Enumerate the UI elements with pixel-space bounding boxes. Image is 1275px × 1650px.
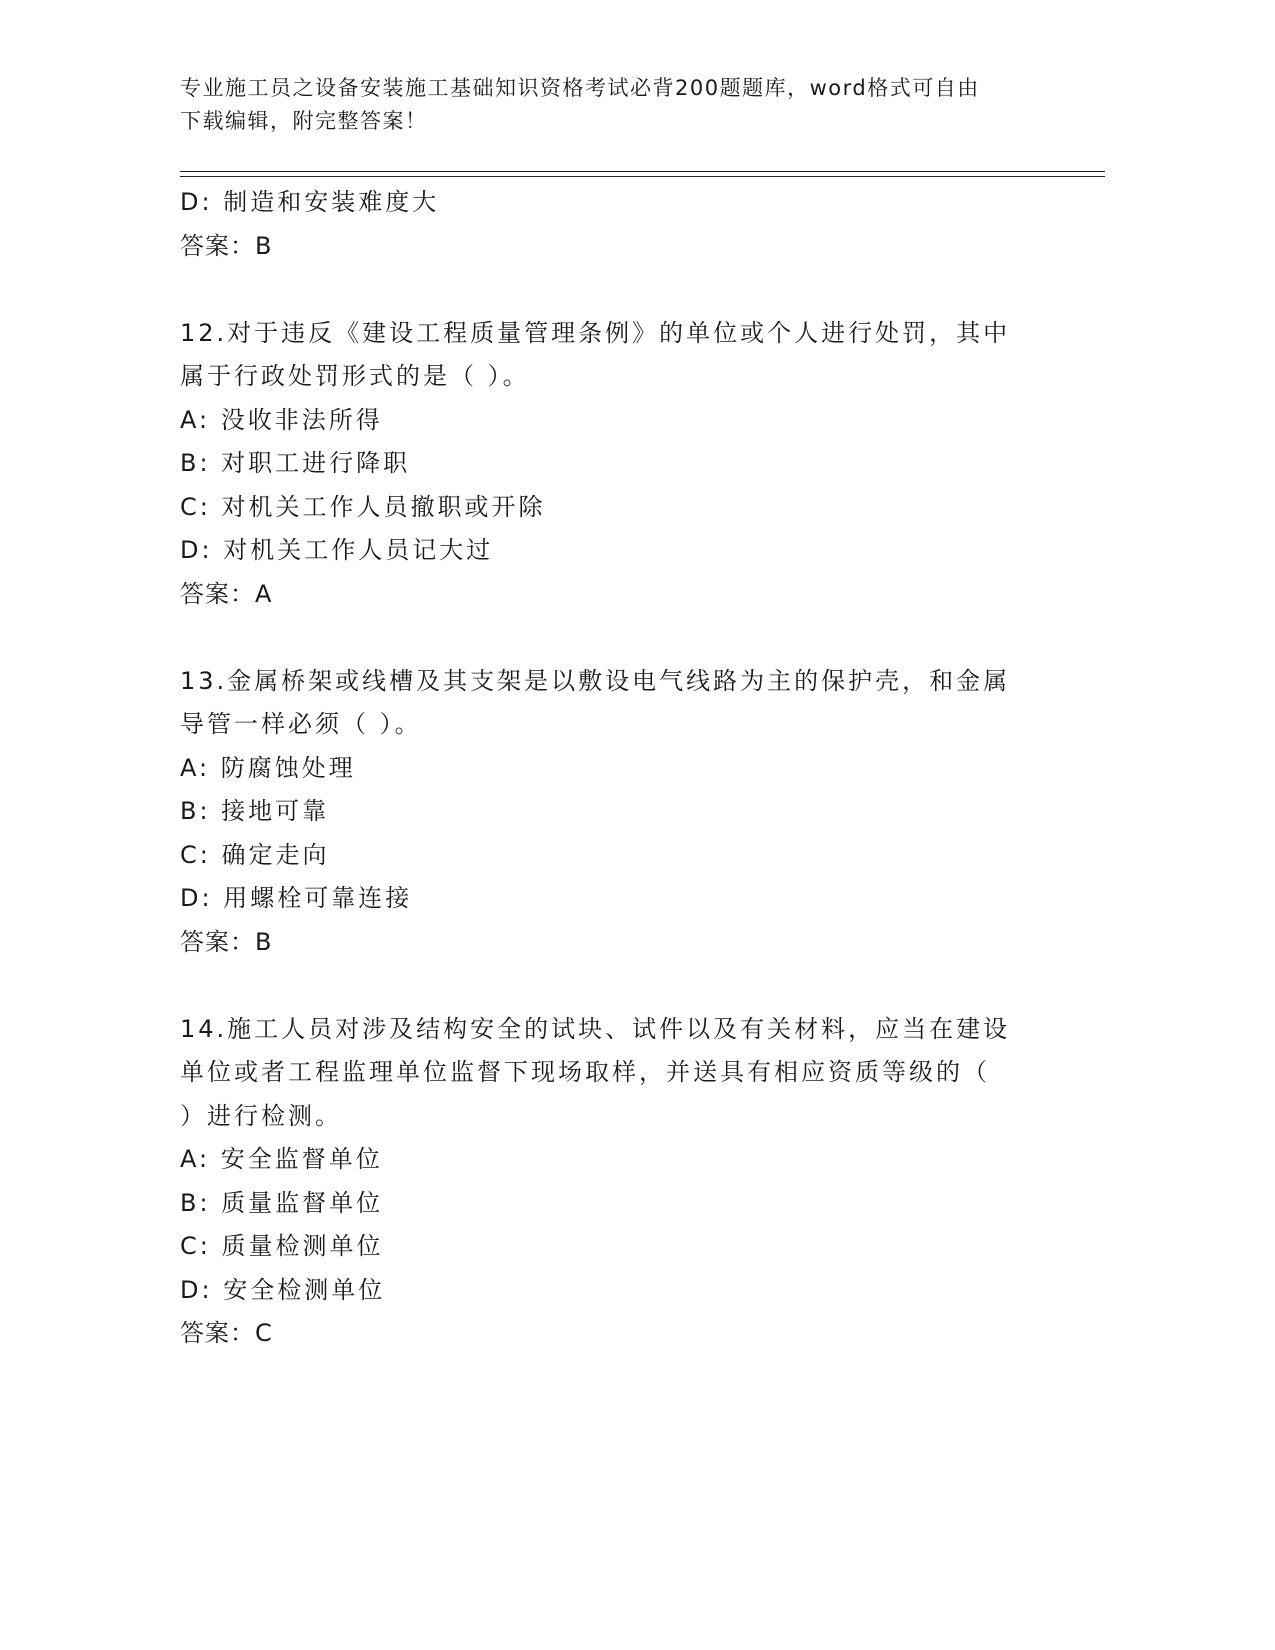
q12-option-a: A: 没收非法所得: [180, 406, 383, 434]
q14-answer: 答案：C: [180, 1319, 273, 1347]
q12-option-d: D: 对机关工作人员记大过: [180, 536, 494, 564]
prev-answer: 答案：B: [180, 232, 273, 260]
q13-stem-line-2: 导管一样必须（ ）。: [180, 710, 422, 738]
q14-stem-line-2: 单位或者工程监理单位监督下现场取样，并送具有相应资质等级的（: [180, 1058, 990, 1086]
q13-option-d: D: 用螺栓可靠连接: [180, 884, 413, 912]
q14-option-a: A: 安全监督单位: [180, 1145, 383, 1173]
q12-stem-line-1: 12.对于违反《建设工程质量管理条例》的单位或个人进行处罚，其中: [180, 319, 1011, 347]
q12-answer: 答案：A: [180, 580, 273, 608]
q13-option-b: B: 接地可靠: [180, 797, 330, 825]
header-divider-top: [180, 171, 1105, 172]
header-line-2: 下载编辑，附完整答案！: [180, 109, 428, 133]
q13-option-a: A: 防腐蚀处理: [180, 754, 356, 782]
document-header: [180, 72, 1100, 138]
header-line-1: 专业施工员之设备安装施工基础知识资格考试必背200题题库，word格式可自由: [180, 76, 980, 100]
q13-answer: 答案：B: [180, 928, 273, 956]
q14-option-b: B: 质量监督单位: [180, 1189, 384, 1217]
q12-option-c: C: 对机关工作人员撤职或开除: [180, 493, 546, 521]
q14-stem-line-1: 14.施工人员对涉及结构安全的试块、试件以及有关材料，应当在建设: [180, 1015, 1011, 1043]
q14-option-c: C: 质量检测单位: [180, 1232, 384, 1260]
q13-option-c: C: 确定走向: [180, 841, 330, 869]
q12-stem-line-2: 属于行政处罚形式的是（ ）。: [180, 362, 530, 390]
q12-option-b: B: 对职工进行降职: [180, 449, 411, 477]
q14-stem-line-3: ）进行检测。: [180, 1102, 342, 1130]
q13-stem-line-1: 13.金属桥架或线槽及其支架是以敷设电气线路为主的保护壳，和金属: [180, 667, 1011, 695]
q14-option-d: D: 安全检测单位: [180, 1276, 386, 1304]
prev-option-d: D: 制造和安装难度大: [180, 188, 440, 216]
header-divider-bottom: [180, 176, 1105, 177]
